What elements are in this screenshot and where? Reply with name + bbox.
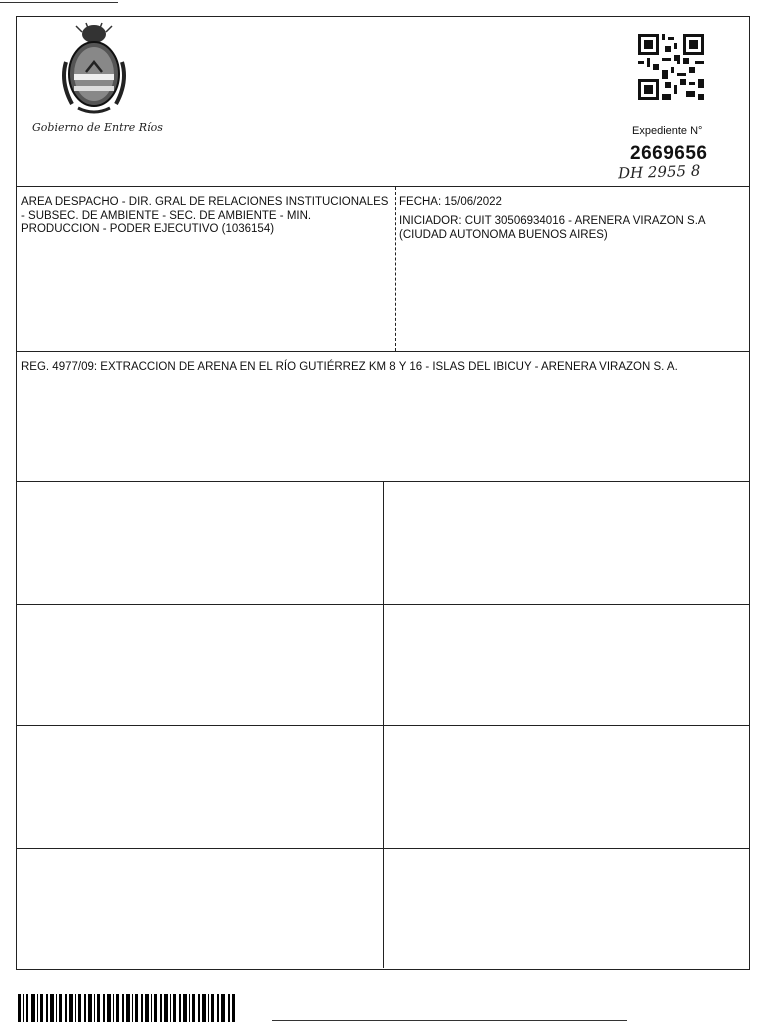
seal-caption: Gobierno de Entre Ríos [32, 121, 163, 134]
fecha-text: FECHA: 15/06/2022 [399, 196, 502, 208]
info-column-divider [395, 187, 396, 351]
grid-cell-3-right [385, 726, 748, 847]
grid-cell-2-right [385, 605, 748, 724]
scan-artifact-line [0, 2, 118, 3]
grid-cell-2-left [17, 605, 382, 724]
info-divider [16, 351, 749, 352]
grid-cell-3-left [17, 726, 382, 847]
qr-code-icon [638, 34, 704, 100]
grid-column-divider [383, 482, 384, 968]
grid-cell-1-left [17, 482, 382, 603]
expediente-label: Expediente N° [632, 125, 703, 137]
barcode-icon [18, 994, 236, 1022]
header-divider [16, 186, 749, 187]
provincial-coat-of-arms-icon [58, 22, 130, 118]
area-text: AREA DESPACHO - DIR. GRAL DE RELACIONES INSTITUCIONALES - SUBSEC. DE AMBIENTE - SEC. DE AMBIENTE - MIN. PRODUCCION - PODER EJECUTIVO (1036154) [21, 196, 389, 235]
bottom-scan-line [272, 1020, 627, 1021]
iniciador-text: INICIADOR: CUIT 30506934016 - ARENERA VIRAZON S.A (CIUDAD AUTONOMA BUENOS AIRES) [399, 215, 705, 241]
asunto-text: REG. 4977/09: EXTRACCION DE ARENA EN EL RÍO GUTIÉRREZ KM 8 Y 16 - ISLAS DEL IBICUY - ARENERA VIRAZON S. A. [21, 361, 678, 373]
expediente-number: 2669656 [630, 143, 708, 164]
grid-cell-4-left [17, 849, 382, 968]
grid-cell-1-right [385, 482, 748, 603]
handwritten-note: DH 2955 8 [617, 161, 701, 183]
grid-cell-4-right [385, 849, 748, 968]
